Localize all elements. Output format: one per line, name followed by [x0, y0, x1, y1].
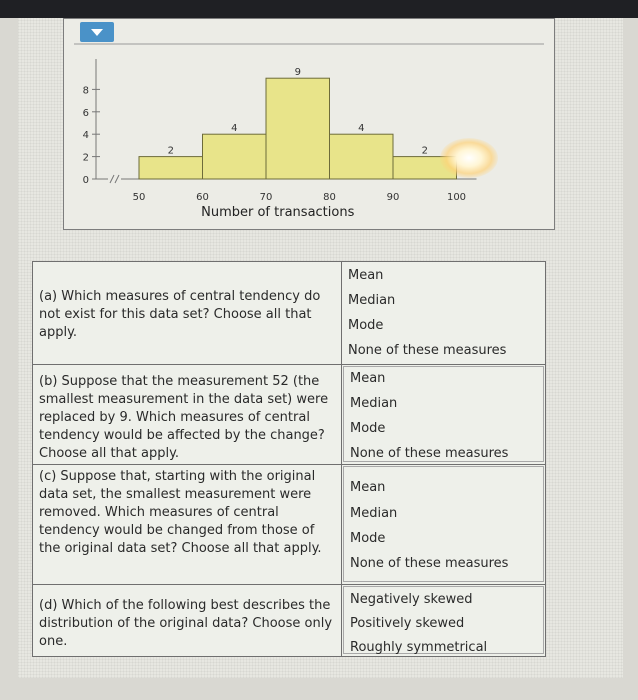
- question-d-text: [33, 585, 342, 657]
- option-mode[interactable]: Mode: [350, 421, 386, 436]
- x-tick-label: 70: [259, 192, 273, 203]
- y-tick-label: 4: [82, 130, 89, 142]
- question-b-options: [342, 365, 546, 465]
- bar-value-label: 4: [358, 123, 365, 135]
- x-tick-label: 100: [446, 192, 467, 203]
- x-tick-label: 60: [196, 192, 209, 203]
- y-tick-label: 0: [82, 175, 89, 186]
- x-tick-label: 50: [132, 192, 146, 203]
- bar-value-label: 2: [167, 145, 174, 157]
- y-tick-label: 6: [82, 107, 89, 119]
- question-c-text: [33, 465, 342, 585]
- option-negatively-skewed[interactable]: Negatively skewed: [350, 592, 473, 607]
- option-mode[interactable]: Mode: [350, 531, 386, 546]
- question-row-a: [33, 262, 546, 365]
- option-none[interactable]: None of these measures: [348, 343, 507, 358]
- light-glare: [440, 138, 498, 178]
- x-tick-label: 90: [386, 192, 400, 203]
- option-median[interactable]: Median: [350, 396, 398, 411]
- question-c-label: (c) Suppose that, starting with the original data set, the smallest measurement were removed. Which measures of central tendency would be changed from those of the original data set? Choose all that apply.: [39, 469, 322, 556]
- question-b-text: [33, 365, 342, 465]
- question-row-d: [33, 585, 546, 657]
- option-mean[interactable]: Mean: [350, 480, 386, 495]
- y-tick-label: 8: [82, 85, 89, 97]
- question-c-options: [342, 465, 546, 585]
- option-median[interactable]: Median: [348, 293, 396, 308]
- option-mode[interactable]: Mode: [348, 318, 384, 333]
- option-positively-skewed[interactable]: Positively skewed: [350, 616, 465, 631]
- question-a-options: [342, 262, 546, 365]
- question-row-b: [33, 365, 546, 465]
- option-mean[interactable]: Mean: [350, 371, 386, 386]
- question-d-label: (d) Which of the following best describes the distribution of the original data? Choose only one.: [39, 598, 333, 649]
- histogram-bar: [203, 134, 267, 179]
- histogram: [64, 19, 554, 229]
- question-d-options: [342, 585, 546, 657]
- bar-value-label: 4: [231, 123, 238, 135]
- x-tick-label: 80: [323, 192, 336, 203]
- questions-table: [32, 261, 546, 657]
- question-a-text: [33, 262, 342, 365]
- question-row-c: [33, 465, 546, 585]
- axis-break: [110, 175, 119, 183]
- question-b-label: (b) Suppose that the measurement 52 (the smallest measurement in the data set) were replaced by 9. Which measures of central tendency would be affected by the change? Choose all that apply.: [39, 374, 329, 461]
- option-roughly-symmetrical[interactable]: Roughly symmetrical: [350, 640, 488, 655]
- question-a-label: (a) Which measures of central tendency do not exist for this data set? Choose all that apply.: [39, 289, 321, 340]
- x-axis-label: Number of transactions: [201, 205, 355, 220]
- option-median[interactable]: Median: [350, 506, 398, 521]
- histogram-bar: [266, 78, 330, 179]
- option-none[interactable]: None of these measures: [350, 556, 509, 571]
- histogram-bar: [330, 134, 394, 179]
- chevron-down-icon[interactable]: [80, 22, 114, 42]
- y-tick-label: 2: [82, 152, 89, 164]
- histogram-bar: [139, 157, 203, 179]
- option-none[interactable]: None of these measures: [350, 446, 509, 461]
- option-mean[interactable]: Mean: [348, 268, 384, 283]
- bar-value-label: 2: [421, 145, 428, 157]
- top-bar: [0, 0, 638, 18]
- bar-value-label: 9: [294, 67, 301, 79]
- histogram-panel: [63, 18, 555, 230]
